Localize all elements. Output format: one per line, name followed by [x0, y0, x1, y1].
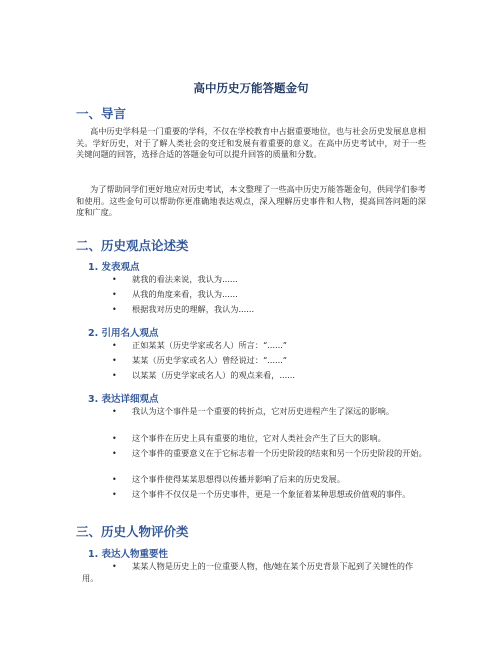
bullet-icon: •: [112, 490, 117, 499]
bullet-icon: •: [112, 434, 117, 443]
bullet-icon: •: [112, 407, 117, 416]
bullet-icon: •: [112, 371, 117, 380]
list-item: • 以某某（历史学家或名人）的观点来看，......: [112, 370, 295, 380]
list-item: • 某某人物是历史上的一位重要人物，他/她在某个历史背景下起到了关键性的作用。: [82, 561, 414, 583]
intro-paragraph-1: 高中历史学科是一门重要的学科，不仅在学校教育中占据重要地位，也与社会历史发展息息相关。学好历史，对于了解人类社会的变迁和发展有着重要的意义。在高中历史考试中，对于一些关键问题的回答，选择合适的答题金句可以提升回答的质量和分数。: [76, 126, 426, 159]
list-item: • 这个事件在历史上具有重要的地位，它对人类社会产生了巨大的影响。: [112, 433, 386, 443]
bullet-icon: •: [112, 290, 117, 299]
list-item: • 正如某某（历史学家或名人）所言：“......”: [112, 340, 287, 350]
bullet-icon: •: [112, 341, 117, 350]
list-item: • 这个事件不仅仅是一个历史事件，更是一个象征着某种思想或价值观的事件。: [112, 489, 411, 499]
bullet-icon: •: [112, 305, 117, 314]
subsection-heading-detailed-view: 3. 表达详细观点: [88, 394, 159, 405]
list-item: • 从我的角度来看，我认为......: [112, 289, 238, 299]
section-heading-intro: 一、导言: [76, 106, 127, 121]
list-item: • 这个事件使得某某思想得以传播并影响了后来的历史发展。: [112, 474, 345, 484]
section-heading-figures: 三、历史人物评价类: [76, 524, 189, 539]
intro-paragraph-2: 为了帮助同学们更好地应对历史考试，本文整理了一些高中历史万能答题金句，供同学们参考和使用。这些金句可以帮助你更准确地表达观点，深入理解历史事件和人物，提高回答问题的深度和广度。: [76, 184, 426, 217]
bullet-icon: •: [112, 449, 117, 458]
section-heading-viewpoints: 二、历史观点论述类: [76, 238, 189, 253]
document-title: 高中历史万能答题金句: [193, 81, 309, 95]
list-item: • 就我的看法来说，我认为......: [112, 274, 238, 284]
bullet-icon: •: [112, 562, 117, 571]
subsection-heading-figure-importance: 1. 表达人物重要性: [88, 549, 169, 560]
list-item: • 某某（历史学家或名人）曾经说过：“......”: [112, 355, 287, 365]
bullet-icon: •: [112, 356, 117, 365]
bullet-icon: •: [112, 475, 117, 484]
subsection-heading-express-view: 1. 发表观点: [88, 262, 140, 273]
list-item: • 这个事件的重要意义在于它标志着一个历史阶段的结束和另一个历史阶段的开始。: [112, 448, 427, 458]
bullet-icon: •: [112, 275, 117, 284]
list-item: • 我认为这个事件是一个重要的转折点，它对历史进程产生了深远的影响。: [112, 406, 395, 416]
list-item: • 根据我对历史的理解，我认为......: [112, 304, 255, 314]
subsection-heading-quote: 2. 引用名人观点: [88, 328, 159, 339]
